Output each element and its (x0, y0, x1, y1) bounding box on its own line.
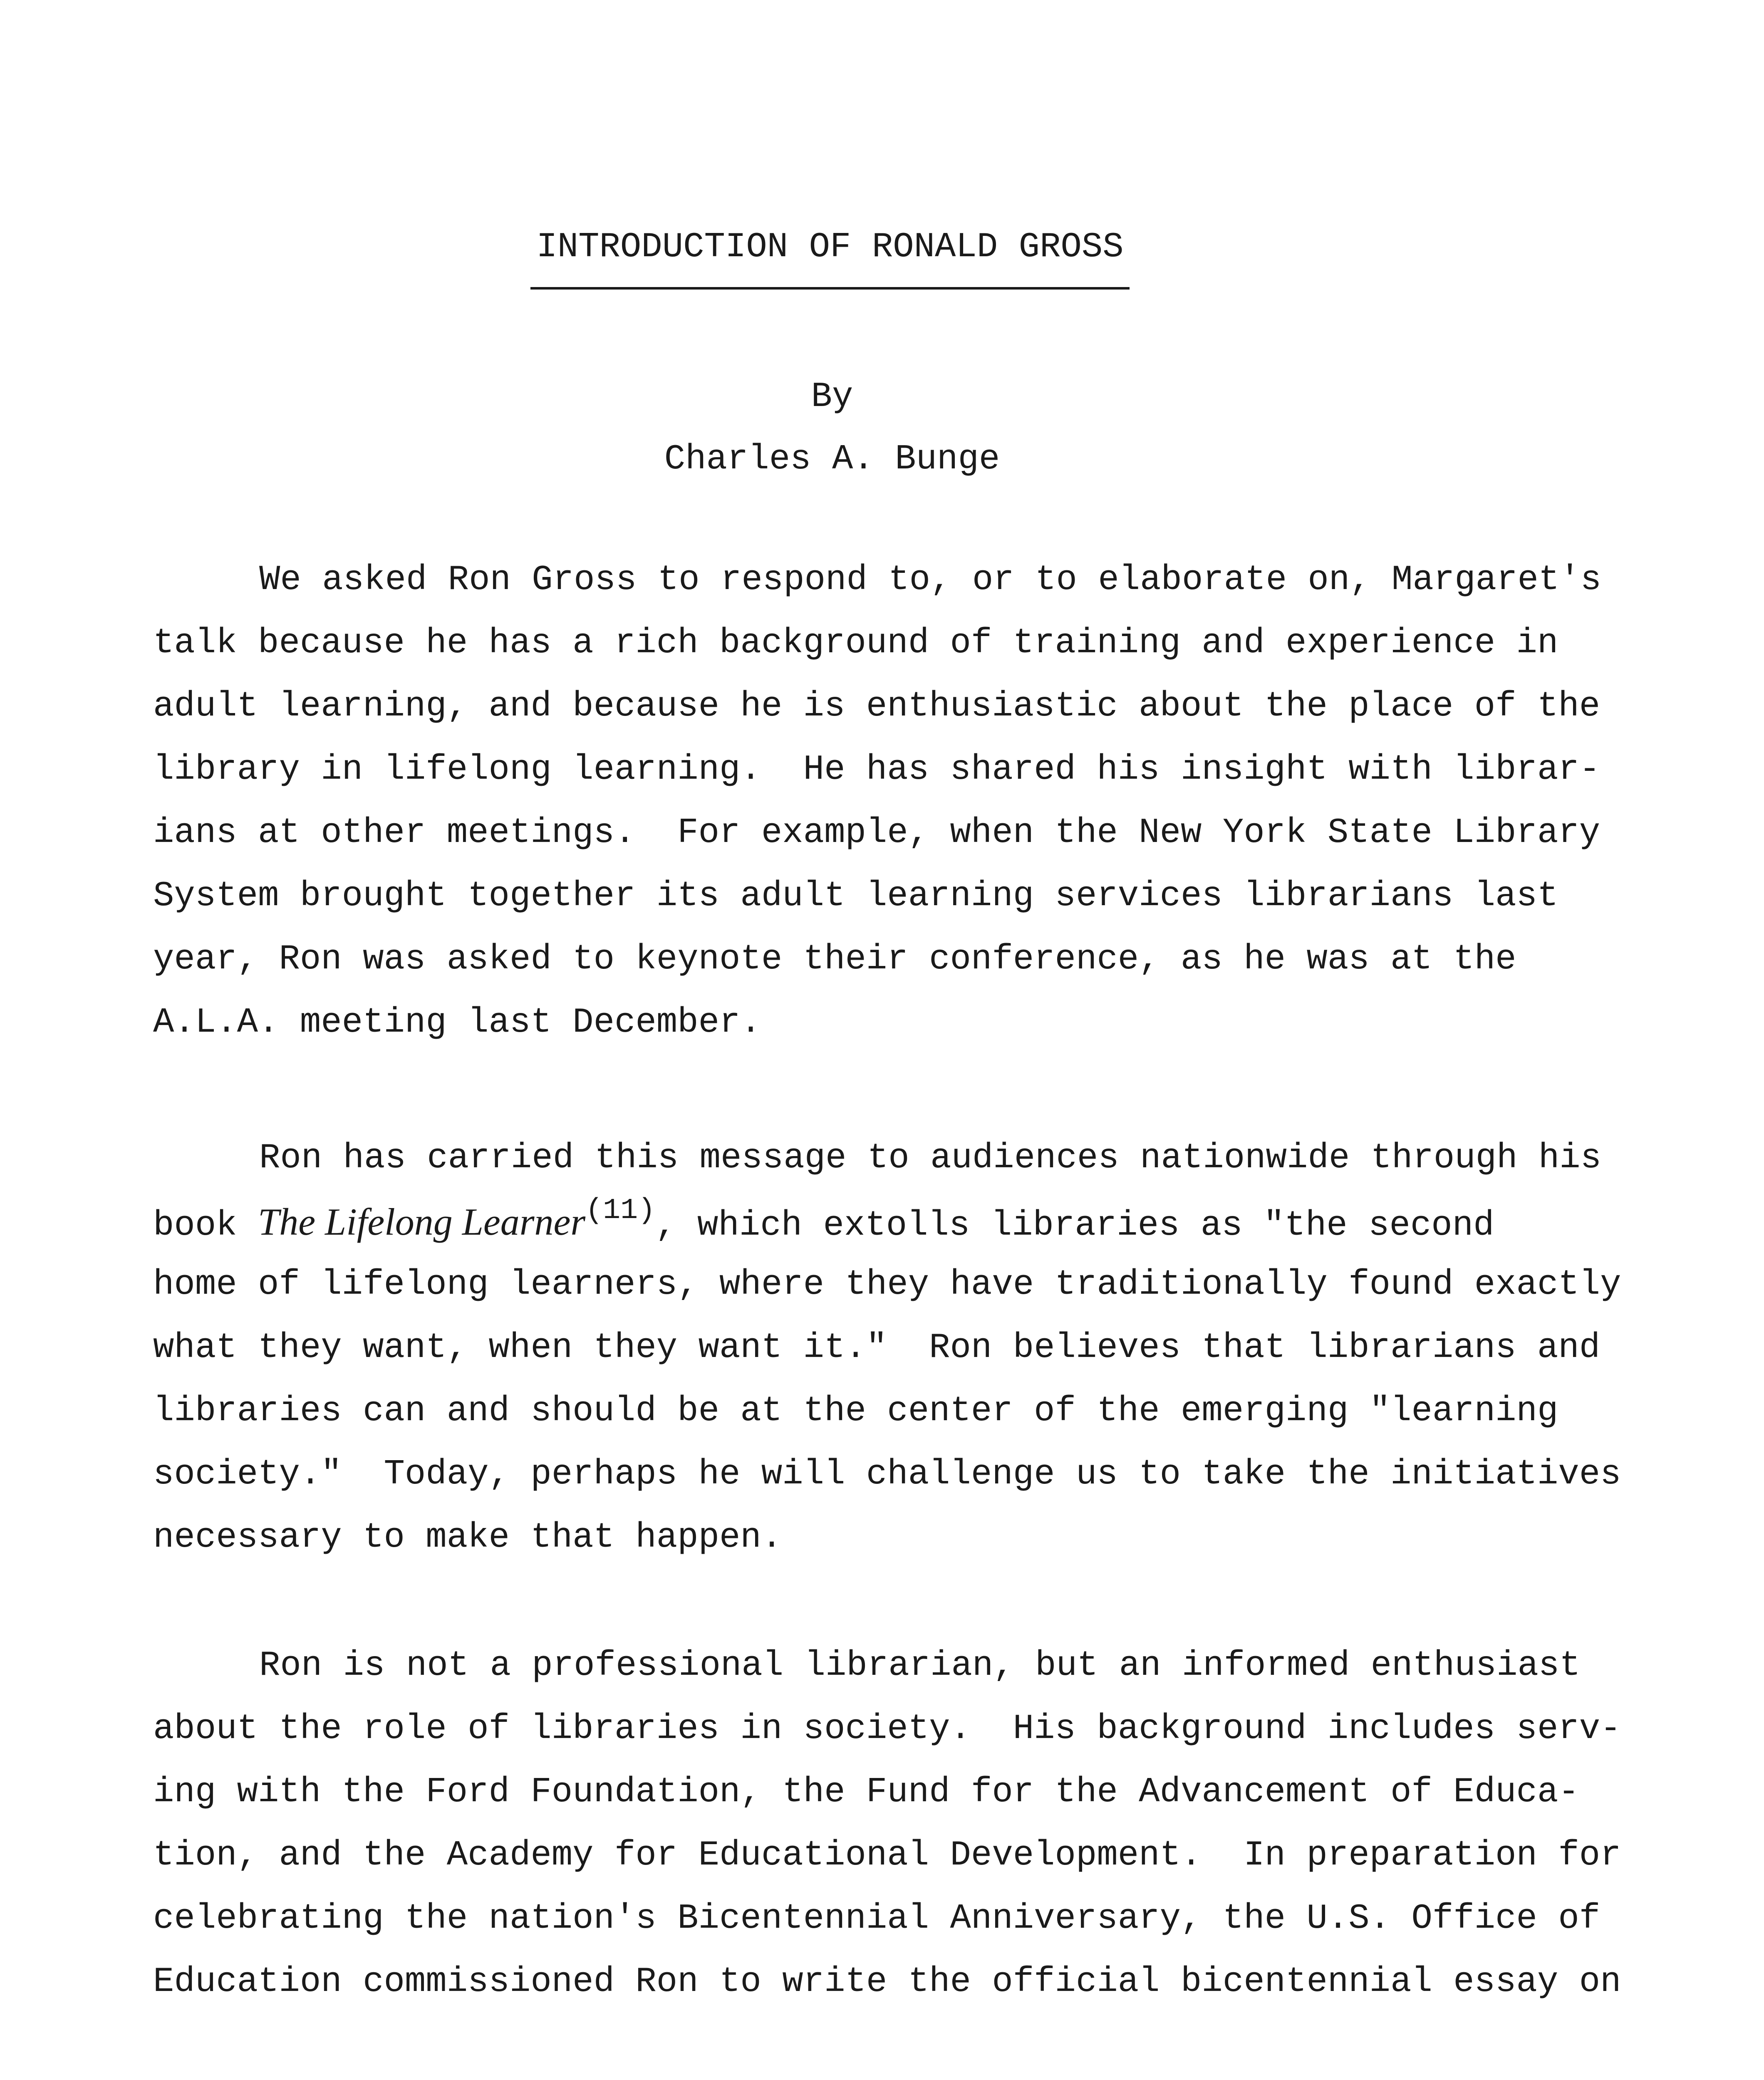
footnote-reference: (11) (585, 1194, 656, 1227)
paragraph-line: tion, and the Academy for Educational Development. In preparation for (153, 1836, 1621, 1875)
paragraph-line: Ron has carried this message to audiences nationwide through his (259, 1139, 1602, 1178)
paragraph-line: necessary to make that happen. (153, 1518, 783, 1558)
paragraph-line: year, Ron was asked to keynote their conference, as he was at the (153, 940, 1516, 979)
paragraph-line: libraries can and should be at the center of the emerging "learning (153, 1392, 1558, 1431)
paragraph-line: society." Today, perhaps he will challenge us to take the initiatives (153, 1455, 1621, 1494)
paragraph-line: A.L.A. meeting last December. (153, 1003, 761, 1042)
title-underline (530, 287, 1130, 290)
byline-by: By (811, 377, 853, 417)
paragraph-line: System brought together its adult learning services librarians last (153, 877, 1558, 916)
text-span: book (153, 1206, 258, 1246)
byline-author: Charles A. Bunge (664, 440, 1000, 479)
text-span: , which extolls libraries as "the second (655, 1206, 1494, 1246)
paragraph-line: adult learning, and because he is enthusiastic about the place of the (153, 687, 1600, 726)
paragraph-line: home of lifelong learners, where they have traditionally found exactly (153, 1265, 1621, 1305)
paragraph-line: ians at other meetings. For example, when the New York State Library (153, 813, 1600, 853)
paragraph-line: Ron is not a professional librarian, but an informed enthusiast (259, 1646, 1581, 1686)
paragraph-line: about the role of libraries in society. His background includes serv- (153, 1709, 1621, 1749)
paragraph-line: talk because he has a rich background of training and experience in (153, 624, 1558, 663)
paragraph-line: library in lifelong learning. He has shared his insight with librar- (153, 750, 1600, 790)
paragraph-line: celebrating the nation's Bicentennial Anniversary, the U.S. Office of (153, 1899, 1600, 1939)
paragraph-line: ing with the Ford Foundation, the Fund for the Advancement of Educa- (153, 1773, 1579, 1812)
paragraph-line-with-citation (153, 1194, 1494, 1247)
paragraph-line: Education commissioned Ron to write the official bicentennial essay on (153, 1962, 1621, 2002)
book-title: The Lifelong Learner (258, 1201, 586, 1243)
page-title: INTRODUCTION OF RONALD GROSS (536, 228, 1124, 267)
paragraph-line: We asked Ron Gross to respond to, or to elaborate on, Margaret's (259, 560, 1602, 600)
paragraph-line: what they want, when they want it." Ron believes that librarians and (153, 1328, 1600, 1368)
